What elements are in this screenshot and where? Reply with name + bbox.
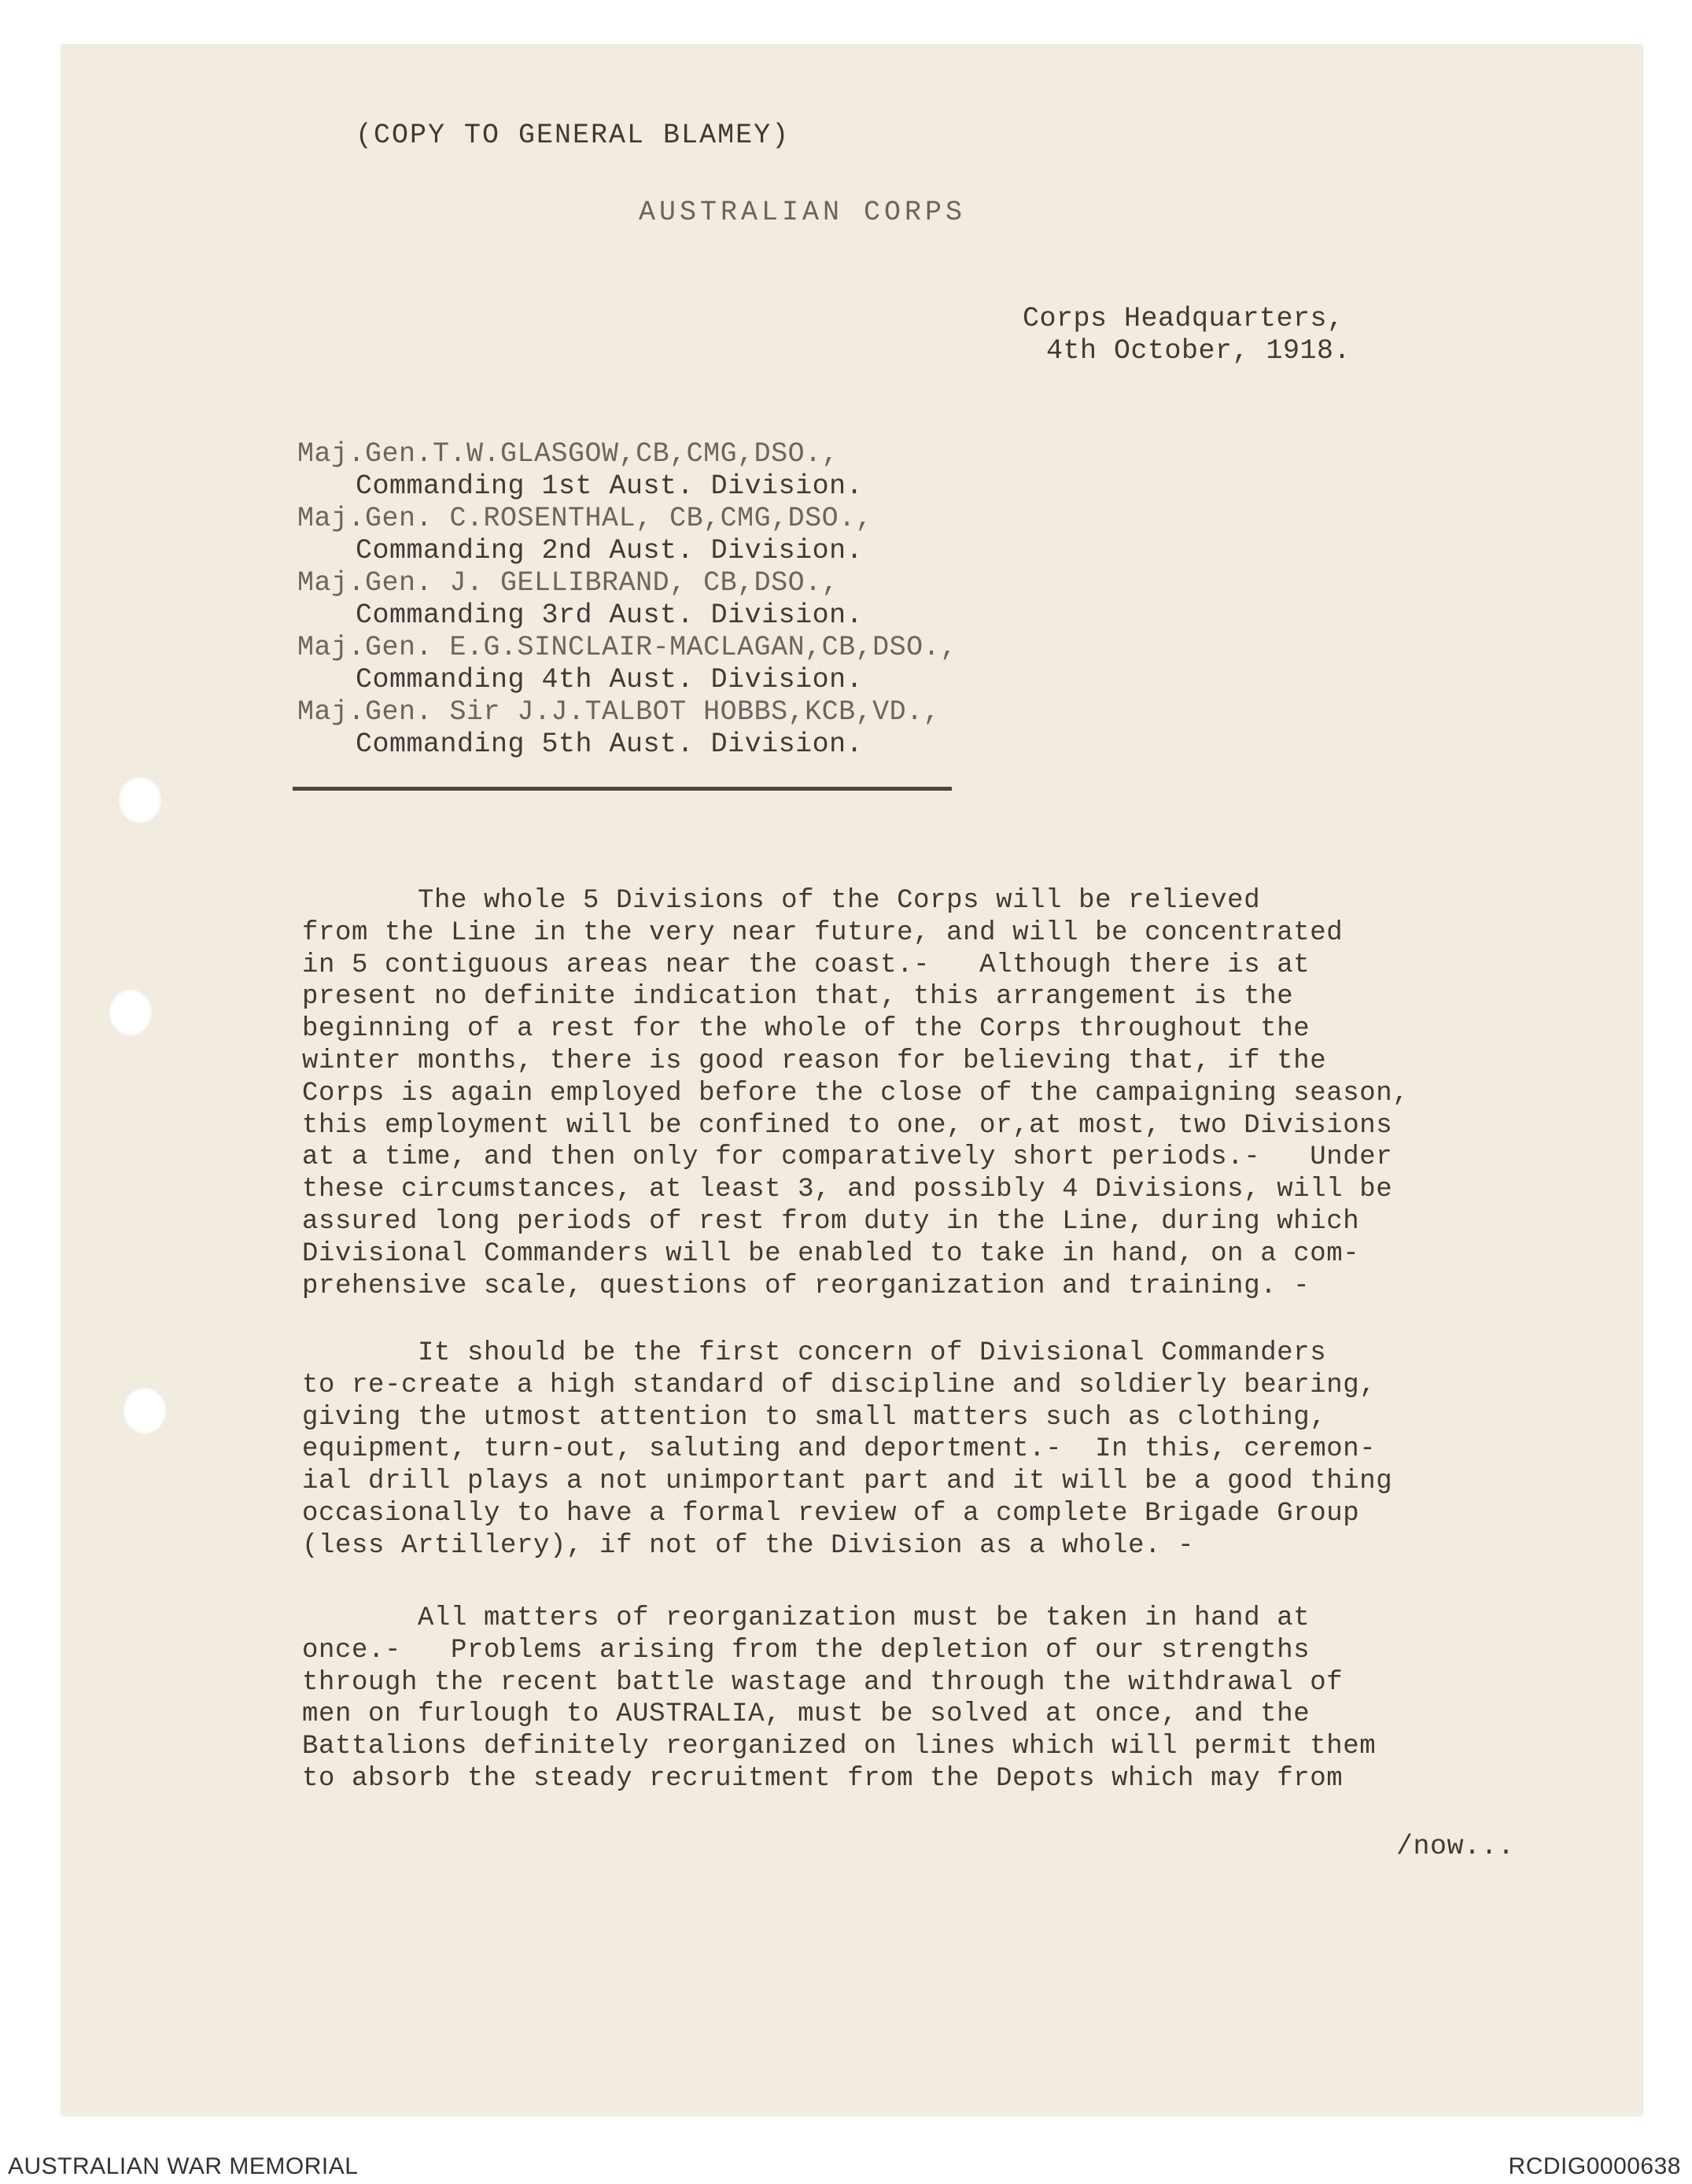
body-line: equipment, turn-out, saluting and deportment.- In this, ceremon- [302, 1434, 1377, 1465]
body-line: to absorb the steady recruitment from the Depots which may from [302, 1764, 1344, 1794]
addressee-command: Commanding 4th Aust. Division. [356, 664, 864, 695]
body-line: at a time, and then only for comparatively short periods.- Under [302, 1142, 1393, 1173]
addressee-command: Commanding 1st Aust. Division. [356, 470, 864, 502]
body-line: assured long periods of rest from duty in the Line, during which [302, 1207, 1360, 1237]
body-line: present no definite indication that, this arrangement is the [302, 982, 1294, 1013]
divider-rule [293, 787, 952, 791]
punch-hole-middle [109, 989, 153, 1036]
footer-record-id: RCDIG0000638 [1508, 2153, 1681, 2179]
body-line: ial drill plays a not unimportant part and it will be a good thing [302, 1466, 1393, 1497]
addressee-name: Maj.Gen.T.W.GLASGOW,CB,CMG,DSO., [297, 438, 839, 470]
body-line: The whole 5 Divisions of the Corps will be relieved [302, 886, 1261, 916]
punch-hole-top [118, 777, 162, 824]
body-line: to re-create a high standard of discipline and soldierly bearing, [302, 1370, 1377, 1400]
addressee-name: Maj.Gen. Sir J.J.TALBOT HOBBS,KCB,VD., [297, 696, 941, 728]
body-line: in 5 contiguous areas near the coast.- Although there is at [302, 950, 1310, 980]
body-line: these circumstances, at least 3, and possibly 4 Divisions, will be [302, 1175, 1393, 1205]
body-line: from the Line in the very near future, and will be concentrated [302, 917, 1344, 948]
body-line: beginning of a rest for the whole of the Corps throughout the [302, 1014, 1310, 1045]
punch-hole-bottom [123, 1387, 167, 1434]
body-line: winter months, there is good reason for believing that, if the [302, 1046, 1327, 1076]
body-line: Divisional Commanders will be enabled to take in hand, on a com- [302, 1238, 1360, 1269]
body-line: occasionally to have a formal review of a complete Brigade Group [302, 1499, 1360, 1529]
body-line: prehensive scale, questions of reorganization and training. - [302, 1271, 1310, 1301]
body-line: Corps is again employed before the close of the campaigning season, [302, 1078, 1410, 1109]
origin-date: 4th October, 1918. [1046, 335, 1351, 367]
body-line: It should be the first concern of Divisional Commanders [302, 1338, 1327, 1368]
addressee-name: Maj.Gen. C.ROSENTHAL, CB,CMG,DSO., [297, 503, 873, 534]
letterhead-heading: AUSTRALIAN CORPS [639, 197, 967, 228]
body-line: through the recent battle wastage and through the withdrawal of [302, 1667, 1344, 1698]
body-line: giving the utmost attention to small matters such as clothing, [302, 1402, 1327, 1433]
continuation-marker: /now... [1396, 1831, 1515, 1862]
body-line: All matters of reorganization must be taken in hand at [302, 1603, 1310, 1633]
addressee-command: Commanding 3rd Aust. Division. [356, 599, 864, 631]
addressee-command: Commanding 5th Aust. Division. [356, 729, 864, 760]
footer-source: AUSTRALIAN WAR MEMORIAL [8, 2153, 359, 2179]
addressee-command: Commanding 2nd Aust. Division. [356, 535, 864, 566]
body-line: this employment will be confined to one, or,at most, two Divisions [302, 1110, 1393, 1141]
origin-place: Corps Headquarters, [1023, 303, 1344, 334]
body-line: Battalions definitely reorganized on lines which will permit them [302, 1732, 1377, 1762]
body-line: once.- Problems arising from the depletion of our strengths [302, 1635, 1310, 1666]
addressee-name: Maj.Gen. E.G.SINCLAIR-MACLAGAN,CB,DSO., [297, 632, 957, 663]
addressee-name: Maj.Gen. J. GELLIBRAND, CB,DSO., [297, 567, 839, 599]
body-line: (less Artillery), if not of the Division as a whole. - [302, 1530, 1195, 1561]
copy-note: (COPY TO GENERAL BLAMEY) [356, 120, 791, 151]
body-line: men on furlough to AUSTRALIA, must be solved at once, and the [302, 1699, 1310, 1730]
